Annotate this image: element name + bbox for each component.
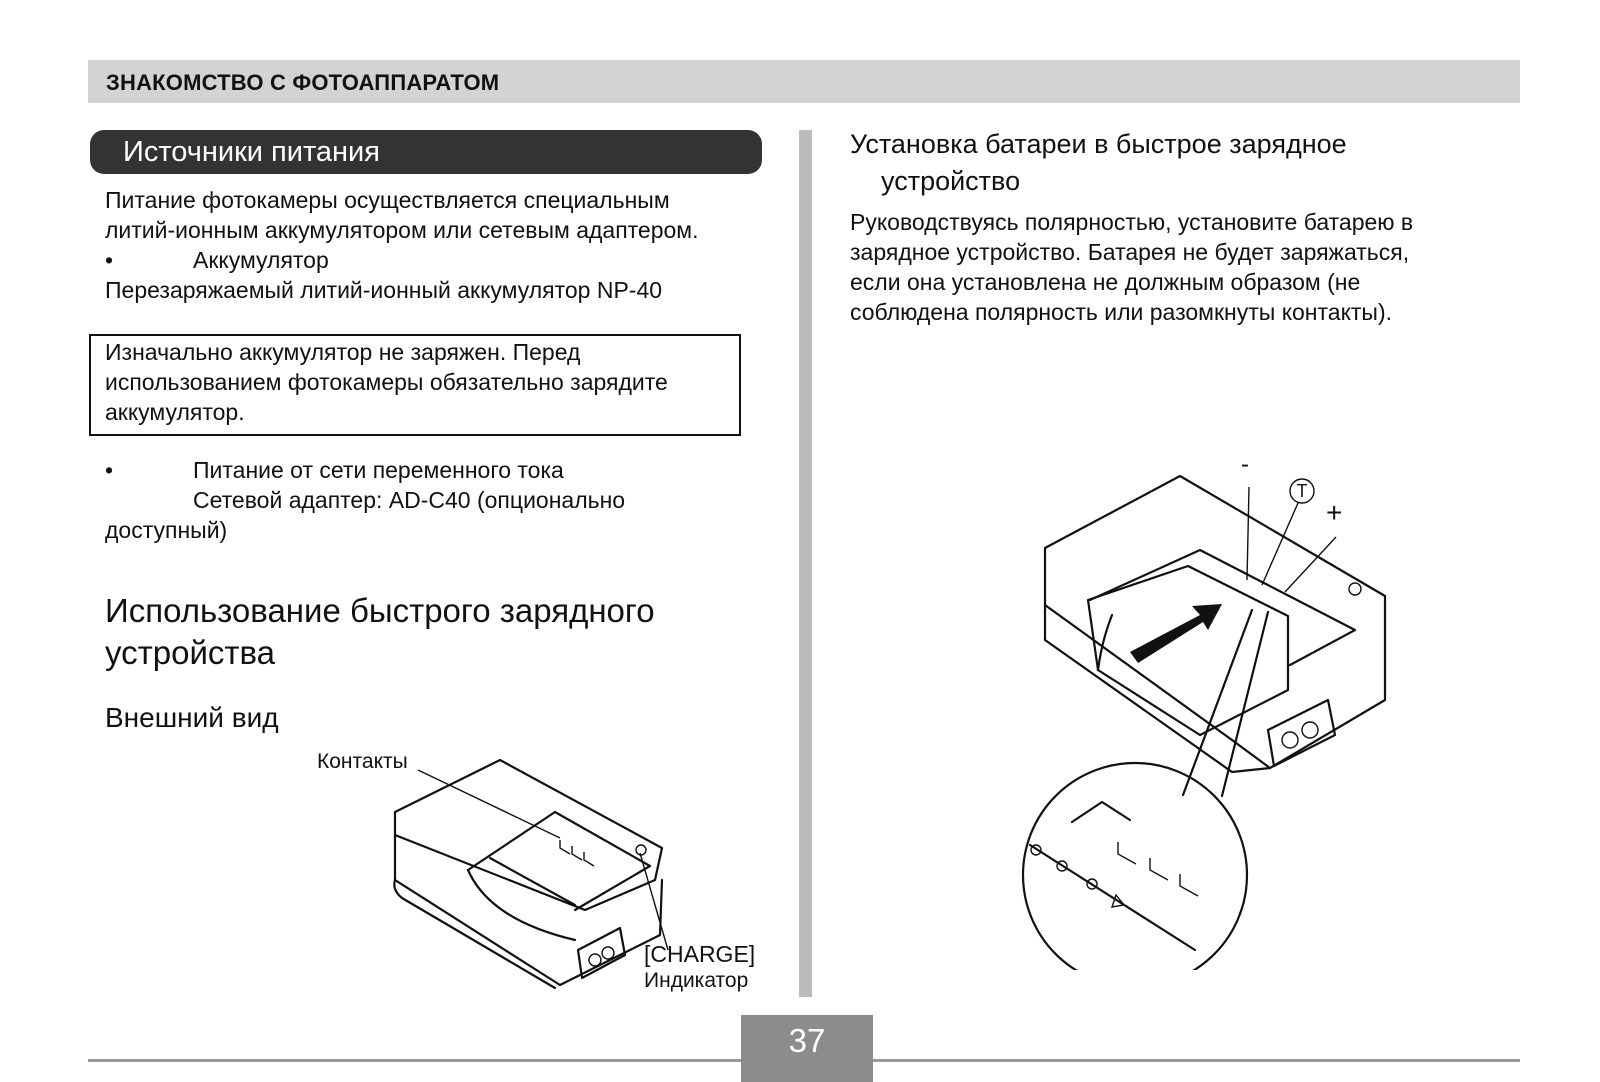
install-line-2: зарядное устройство. Батарея не будет заряжаться,: [850, 239, 1410, 265]
column-divider: [799, 130, 812, 997]
ac-detail-1: Сетевой адаптер: AD-C40 (опционально: [193, 487, 626, 513]
heading-install-line-1: Установка батареи в быстрое зарядное: [850, 129, 1347, 159]
note-line-3: аккумулятор.: [105, 399, 245, 425]
label-minus: -: [1241, 451, 1249, 478]
battery-detail: Перезаряжаемый литий-ионный аккумулятор NP-40: [105, 277, 663, 303]
page-number: 37: [788, 1022, 826, 1059]
install-line-3: если она установлена не должным образом (не: [850, 269, 1361, 295]
install-line-1: Руководствуясь полярностью, установите батарею в: [850, 209, 1414, 235]
pill-title: Источники питания: [123, 136, 380, 168]
section-title: ЗНАКОМСТВО С ФОТОАППАРАТОМ: [106, 70, 500, 95]
heading-charger-line-1: Использование быстрого зарядного: [105, 592, 655, 629]
bullet-marker: •: [105, 247, 114, 273]
label-t: T: [1296, 481, 1308, 501]
heading-charger-line-2: устройства: [105, 634, 276, 671]
battery-install-illustration: [1010, 470, 1400, 970]
bullet-label-battery: Аккумулятор: [193, 247, 329, 273]
intro-line-1: Питание фотокамеры осуществляется специальным: [105, 187, 670, 213]
heading-install-line-2: устройство: [881, 166, 1021, 196]
install-line-4: соблюдена полярность или разомкнуты контакты).: [850, 299, 1393, 325]
ac-detail-2: доступный): [105, 517, 228, 543]
label-indicator: Индикатор: [644, 969, 749, 992]
label-charge: [CHARGE]: [644, 941, 756, 967]
bullet-marker: •: [105, 457, 114, 483]
subheading-appearance: Внешний вид: [105, 702, 279, 733]
intro-line-2: литий-ионным аккумулятором или сетевым адаптером.: [105, 217, 699, 243]
label-plus: +: [1326, 497, 1343, 528]
note-line-2: использованием фотокамеры обязательно зарядите: [105, 369, 668, 395]
charger-illustration: [385, 755, 685, 995]
bullet-label-ac: Питание от сети переменного тока: [193, 457, 564, 483]
label-contacts: Контакты: [317, 750, 408, 773]
note-line-1: Изначально аккумулятор не заряжен. Перед: [105, 339, 581, 365]
